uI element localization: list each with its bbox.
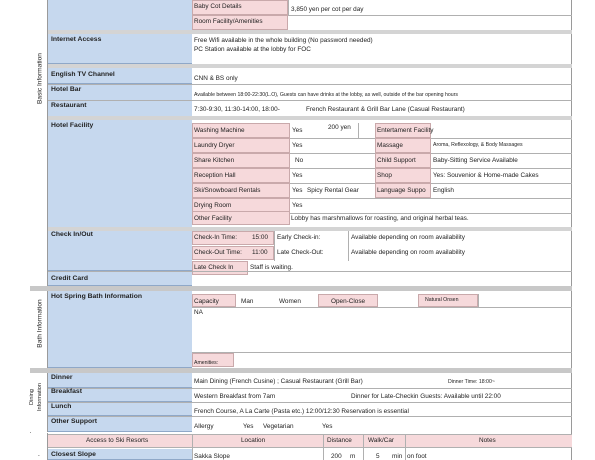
restaurant-label: Restaurant xyxy=(51,102,87,109)
grid-line xyxy=(192,434,193,460)
ski-header-access: Access to Ski Resorts xyxy=(86,437,149,444)
facility-name: Share Kitchen xyxy=(194,157,235,164)
facility-value-right: Yes: Souvenior & Home-made Cakes xyxy=(433,172,539,179)
facility-name-right: Entertament Facility xyxy=(377,127,434,134)
women-label: Women xyxy=(279,298,301,305)
baby-cot-value: 3,850 yen per cot per day xyxy=(291,6,364,13)
facility-name: Washing Machine xyxy=(194,127,245,134)
facility-name-right: Child Support xyxy=(377,157,416,164)
vegetarian-label: Vegetarian xyxy=(263,423,294,430)
grid-line xyxy=(274,231,275,261)
facility-value: No xyxy=(295,157,304,164)
late-dinner-value: Dinner for Late-Checkin Guests: Available until 22:00 xyxy=(351,393,501,400)
facility-name-right: Massage xyxy=(377,142,403,149)
late-checkin-value: Staff is waiting. xyxy=(250,264,293,271)
checkin-time-value: 15:00 xyxy=(252,234,268,241)
grid-line xyxy=(192,307,572,308)
ski-header-distance: Distance xyxy=(327,437,352,444)
tv-label: English TV Channel xyxy=(51,71,115,78)
late-checkin-label: Late Check In xyxy=(194,264,234,271)
section-label-basic: Basic Information xyxy=(36,53,44,104)
section-label-dining-1: Dining xyxy=(29,389,35,405)
bar-value: Available between 18:00-22:30(L.O), Guests can have drinks at the lobby, as well, outside of the bar opening hours xyxy=(194,92,458,98)
amenities-label: Amenities: xyxy=(194,360,219,366)
category-cell-hotspring xyxy=(48,291,192,368)
internet-line-2: PC Station available at the lobby for FOC xyxy=(194,46,311,53)
ski-header-notes: Notes xyxy=(479,437,496,444)
internet-line-1: Free Wifi available in the whole building (No password needed) xyxy=(194,37,373,44)
facility-value: Yes xyxy=(292,142,303,149)
credit-card-label: Credit Card xyxy=(51,275,89,282)
ski-header-location: Location xyxy=(241,437,266,444)
slope-walk: 5 xyxy=(376,453,380,460)
other-facility-label: Other Facility xyxy=(194,215,232,222)
facility-extra: Spicy Rental Gear xyxy=(307,187,359,194)
late-checkout-label: Late Check-Out: xyxy=(277,249,324,256)
early-checkin-label: Early Check-in: xyxy=(277,234,321,241)
facility-name: Drying Room xyxy=(194,202,232,209)
natural-onsen-label: Natural Onsen xyxy=(425,297,459,303)
grid-line xyxy=(405,434,406,460)
grid-line xyxy=(358,123,359,138)
grid-line xyxy=(363,434,364,460)
grid-line xyxy=(478,294,479,307)
dinner-label: Dinner xyxy=(51,374,73,381)
facility-value-right: English xyxy=(433,187,454,194)
checkin-time-label: Check-In Time: xyxy=(194,234,237,241)
restaurant-hours: 7:30-9:30, 11:30-14:00, 18:00- xyxy=(194,106,280,113)
facility-value-right: Aroma, Reflexology, & Body Massages xyxy=(433,142,523,148)
checkout-time-value: 11:00 xyxy=(252,249,268,256)
lunch-value: French Course, A La Carte (Pasta etc.) 12:00/12:30 Reservation is essential xyxy=(194,408,409,415)
early-checkin-value: Available depending on room availability xyxy=(351,234,465,241)
man-label: Man xyxy=(241,298,254,305)
hotspring-label: Hot Spring Bath Information xyxy=(51,293,142,300)
allergy-label: Allergy xyxy=(194,423,214,430)
late-checkout-value: Available depending on room availability xyxy=(351,249,465,256)
grid-line xyxy=(192,352,572,353)
bar-label: Hotel Bar xyxy=(51,86,82,93)
checkin-label: Check In/Out xyxy=(51,231,93,238)
dinner-time: Dinner Time: 18:00~ xyxy=(448,379,495,385)
internet-label: Internet Access xyxy=(51,36,102,43)
facility-value: Yes xyxy=(292,172,303,179)
facility-value: Yes xyxy=(292,127,303,134)
grid-line xyxy=(348,231,349,261)
open-close-label: Open-Close xyxy=(331,298,366,305)
facility-extra: 200 yen xyxy=(328,124,351,131)
section-band-bath xyxy=(30,290,48,368)
facility-value-right: Baby-Sitting Service Available xyxy=(433,157,518,164)
grid-line xyxy=(288,15,572,16)
capacity-label: Capacity xyxy=(194,298,219,305)
facility-name: Reception Hall xyxy=(194,172,236,179)
facility-name-right: Language Suppo xyxy=(377,187,426,194)
grid-line xyxy=(288,0,289,16)
slope-walk-unit: min xyxy=(392,453,403,460)
category-cell-top xyxy=(48,0,192,32)
slope-distance-unit: m xyxy=(350,453,356,460)
facility-name-right: Shop xyxy=(377,172,392,179)
lunch-label: Lunch xyxy=(51,403,72,410)
section-band-basic xyxy=(30,0,48,286)
slope-notes: on foot xyxy=(407,453,427,460)
checkout-time-label: Check-Out Time: xyxy=(194,249,242,256)
hotspring-na: NA xyxy=(194,309,203,316)
category-cell-facility xyxy=(48,120,192,228)
section-band-dining xyxy=(30,372,48,432)
dinner-value: Main Dining (French Cusine) ; Casual Restaurant (Grill Bar) xyxy=(194,378,363,385)
closest-slope-label: Closest Slope xyxy=(51,451,96,458)
ski-header-walk-car: Walk/Car xyxy=(368,437,395,444)
breakfast-label: Breakfast xyxy=(51,388,82,395)
facility-value: Yes xyxy=(292,202,303,209)
baby-cot-label: Baby Cot Details xyxy=(194,3,242,10)
tv-value: CNN & BS only xyxy=(194,75,238,82)
ski-band-mark: - xyxy=(38,453,40,459)
facility-value: Yes xyxy=(292,187,303,194)
other-facility-value: Lobby has marshmallows for roasting, and original herbal teas. xyxy=(291,215,469,222)
allergy-value: Yes xyxy=(243,423,254,430)
other-support-label: Other Support xyxy=(51,418,98,425)
section-label-bath: Bath Information xyxy=(36,299,44,348)
vegetarian-value: Yes xyxy=(322,423,333,430)
section-label-dining-2: Information xyxy=(37,383,43,411)
facility-name: Ski/Snowboard Rentals xyxy=(194,187,261,194)
facility-name: Laundry Dryer xyxy=(194,142,235,149)
facility-label: Hotel Facility xyxy=(51,122,94,129)
slope-distance: 200 xyxy=(331,453,342,460)
slope-location: Sakka Slope xyxy=(194,453,230,460)
grid-line xyxy=(323,434,324,460)
restaurant-name: French Restaurant & Grill Bar Lane (Casual Restaurant) xyxy=(306,106,465,113)
breakfast-value: Western Breakfast from 7am xyxy=(194,393,276,400)
room-facility-label: Room Facility/Amenities xyxy=(194,18,263,25)
